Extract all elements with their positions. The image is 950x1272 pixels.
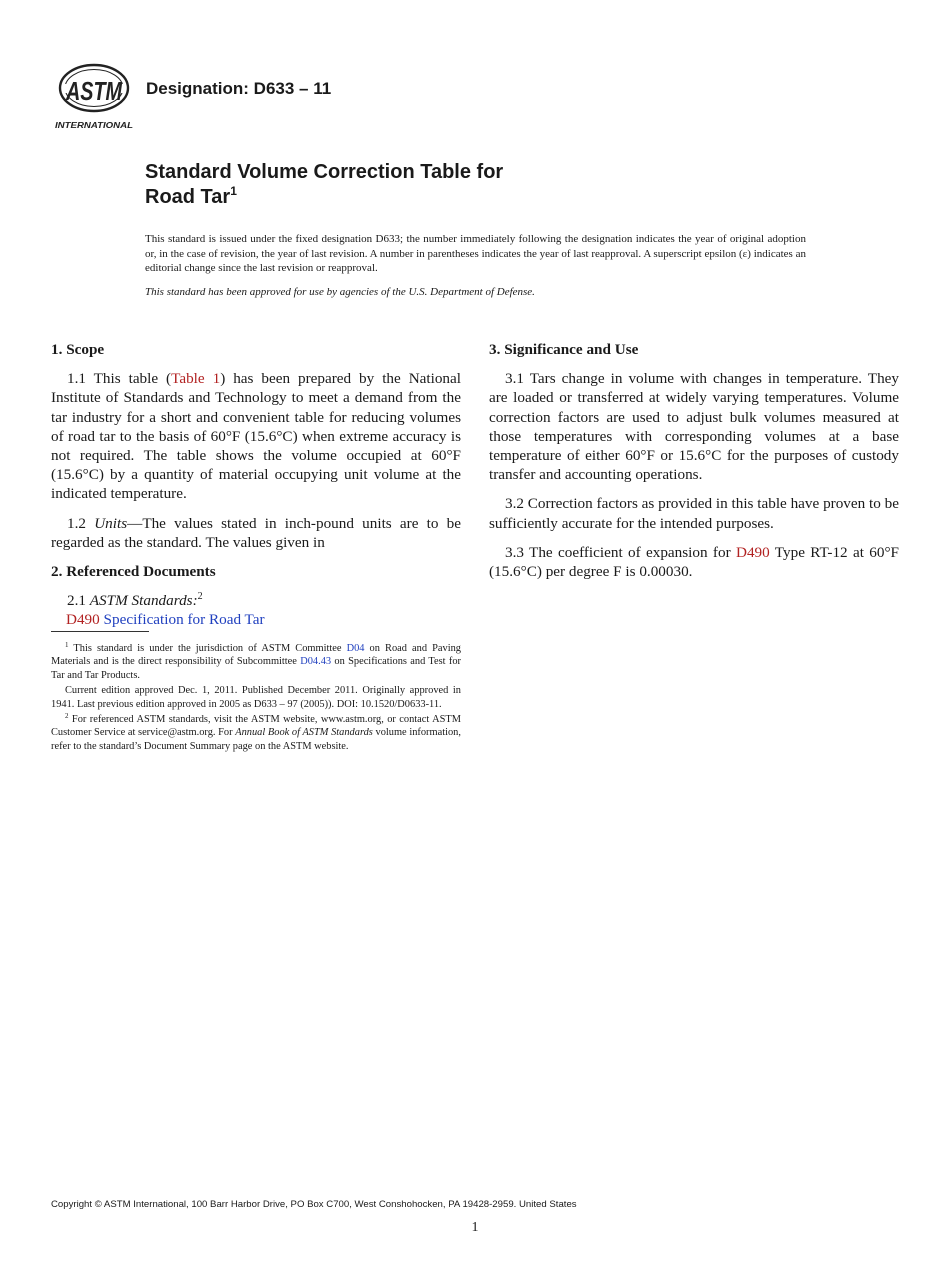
referenced-footnote-mark: 2 [197, 591, 203, 603]
d490-title-link[interactable]: Specification for Road Tar [99, 611, 265, 629]
reference-d490 [66, 610, 461, 629]
footnotes [51, 642, 461, 755]
scope-para-1-2 [51, 514, 461, 552]
astm-logo [52, 60, 136, 132]
scope-para-1-2-num: 1.2 [67, 514, 95, 532]
logo-text-bottom: INTERNATIONAL [55, 120, 133, 130]
approval-note: This standard has been approved for use by agencies of the U.S. Department of Defense. [145, 286, 535, 298]
left-column [51, 340, 461, 630]
significance-para-3-3-start: 3.3 The coefficient of expansion for [505, 543, 736, 561]
referenced-para-2-1-num: 2.1 [67, 592, 90, 610]
d04-43-link[interactable]: D04.43 [300, 656, 332, 668]
scope-para-1-2-italic: Units [94, 514, 128, 532]
footnote-1 [51, 642, 461, 682]
significance-heading: 3. Significance and Use [489, 341, 639, 358]
preamble-text: This standard is issued under the fixed designation D633; the number immediately following the designation indicates the year of original adoption or, in the case of revision, the year of last revision. A number in parentheses indicates the year of last reapproval. A superscript epsilon (ε) indicates an editorial change since the last revision or reapproval. [145, 233, 806, 275]
footnote-1-end: on Specifications and Test for Tar and Tar Products. [51, 656, 461, 681]
footnote-2 [51, 713, 461, 753]
footnote-1-mid: on Road and Paving Materials and is the direct responsibility of Subcommittee [51, 643, 461, 668]
scope-heading: 1. Scope [51, 341, 105, 358]
scope-para-1-1-rest: ) has been prepared by the National Institute of Standards and Technology to meet a demand from the tar industry for a short and convenient table for reducing volumes of road tar to the basis of 60°F (15.6°C) when extreme accuracy is not required. The table shows the volume occupied at 60°F (15.6°C) by a quantity of material occupying unit volume at the indicated temperature. [51, 370, 461, 503]
footnote-2-italic: Annual Book of ASTM Standards [235, 727, 373, 739]
title-footnote-mark: 1 [230, 184, 237, 198]
referenced-para-2-1-italic: ASTM Standards: [89, 592, 198, 610]
title-line-2-text: Road Tar [145, 186, 231, 208]
footnote-2-end: volume information, refer to the standard’s Document Summary page on the ASTM website. [51, 727, 461, 752]
footnote-divider [51, 631, 149, 632]
referenced-para-2-1 [51, 591, 461, 610]
d04-link[interactable]: D04 [346, 643, 365, 654]
footnote-2-start: For referenced ASTM standards, visit the ASTM website, www.astm.org, or contact ASTM Customer Service at service@astm.org. For [51, 714, 461, 739]
document-title [145, 160, 745, 210]
significance-para-3-3 [489, 543, 899, 581]
footnote-1-start: This standard is under the jurisdiction of ASTM Committee [68, 643, 347, 654]
referenced-documents-heading: 2. Referenced Documents [51, 563, 216, 581]
scope-para-1-2-rest: —The values stated in inch-pound units are to be regarded as the standard. The values given in [51, 514, 461, 551]
table-1-link[interactable]: Table 1 [171, 370, 221, 388]
significance-para-3-3-rest: Type RT-12 at 60°F (15.6°C) per degree F is 0.00030. [489, 543, 899, 581]
significance-para-3-2: 3.2 Correction factors as provided in this table have proven to be sufficiently accurate for the intended purposes. [489, 495, 899, 532]
designation-label: Designation: D633 – 11 [146, 79, 332, 98]
right-column [489, 340, 899, 591]
footnote-2-mark: 2 [65, 712, 69, 721]
copyright-notice: Copyright © ASTM International, 100 Barr Harbor Drive, PO Box C700, West Conshohocken, PA 19428-2959. United States [51, 1199, 577, 1210]
logo-text-top: ASTM [65, 76, 124, 106]
title-line-1: Standard Volume Correction Table for [145, 161, 504, 183]
scope-para-1-1 [51, 369, 461, 503]
d490-link-2[interactable]: D490 [735, 543, 770, 561]
d490-link[interactable]: D490 [66, 611, 100, 629]
title-line-2 [145, 185, 745, 210]
footnote-1-mark: 1 [65, 641, 69, 649]
significance-para-3-1: 3.1 Tars change in volume with changes in temperature. They are loaded or transferred at widely varying temperatures. Volume correction factors are used to adjust bulk volumes measured at those temperatures with corresponding volumes at a base temperature of either 60°F or 15.6°C for the purposes of custody transfer and accounting operations. [489, 370, 899, 484]
footnote-1-edition: Current edition approved Dec. 1, 2011. Published December 2011. Originally approved in 1941. Last previous edition approved in 2005 as D633 – 97 (2005)). DOI: 10.1520/D0633-11. [51, 685, 461, 710]
astm-logo-icon [52, 60, 136, 132]
scope-para-1-1-start: 1.1 This table ( [67, 370, 172, 388]
page-number: 1 [471, 1220, 479, 1235]
